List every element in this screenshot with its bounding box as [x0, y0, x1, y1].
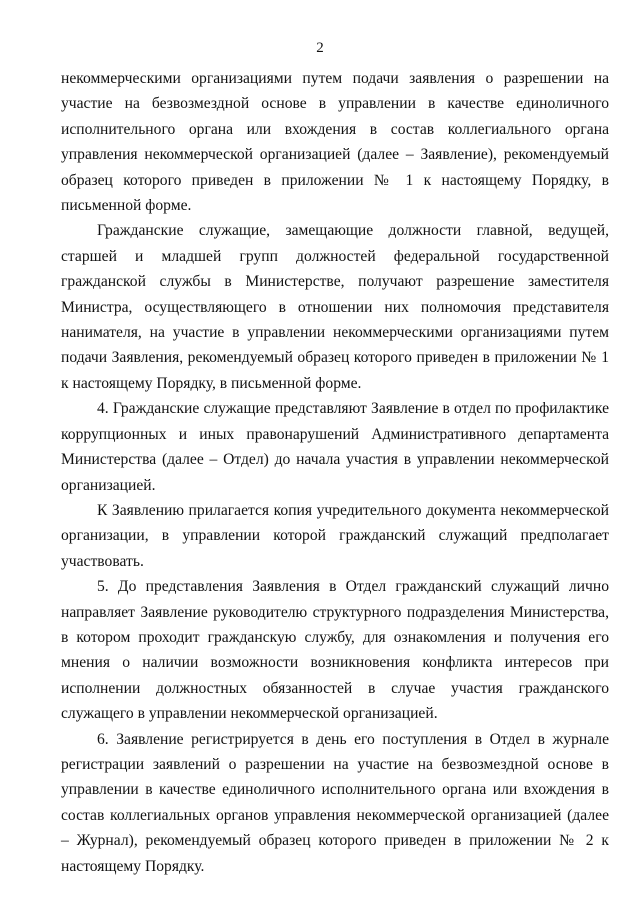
paragraph-item-5: 5. До представления Заявления в Отдел гражданский служащий лично направляет Заявление руководителю структурного подразделения Министерства, в котором проходит гражданскую службу, для ознакомления и получения его мнения о наличии возможности возникновения конфликта интересов при исполнении должностных обязанностей в случае участия гражданского служащего в управлении некоммерческой организацией.: [61, 578, 609, 723]
paragraph-item-4: 4. Гражданские служащие представляют Заявление в отдел по профилактике коррупционных и иных правонарушений Административного департамента Министерства (далее – Отдел) до начала участия в управлении некоммерческой организацией.: [61, 400, 609, 494]
document-body: [61, 66, 609, 879]
paragraph-civil-servants-permission: Гражданские служащие, замещающие должности главной, ведущей, старшей и младшей групп должностей федеральной государственной гражданской службы в Министерстве, получают разрешение заместителя Министра, осуществляющего в отношении них полномочия представителя нанимателя, на участие в управлении некоммерческими организациями путем подачи Заявления, рекомендуемый образец которого приведен в приложении № 1 к настоящему Порядку, в письменной форме.: [61, 222, 609, 392]
paragraph-continuation: некоммерческими организациями путем подачи заявления о разрешении на участие на безвозмездной основе в управлении в качестве единоличного исполнительного органа или вхождения в состав коллегиального органа управления некоммерческой организацией (далее – Заявление), рекомендуемый образец которого приведен в приложении № 1 к настоящему Порядку, в письменной форме.: [61, 70, 609, 215]
page-number: 2: [316, 40, 324, 56]
paragraph-item-6: 6. Заявление регистрируется в день его поступления в Отдел в журнале регистрации заявлений о разрешении на участие на безвозмездной основе в управлении в качестве единоличного исполнительного органа или вхождения в состав коллегиальных органов управления некоммерческой организацией (далее – Журнал), рекомендуемый образец которого приведен в приложении № 2 к настоящему Порядку.: [61, 730, 609, 875]
paragraph-attachment-copy: К Заявлению прилагается копия учредительного документа некоммерческой организации, в управлении которой гражданский служащий предполагает участвовать.: [61, 501, 609, 570]
